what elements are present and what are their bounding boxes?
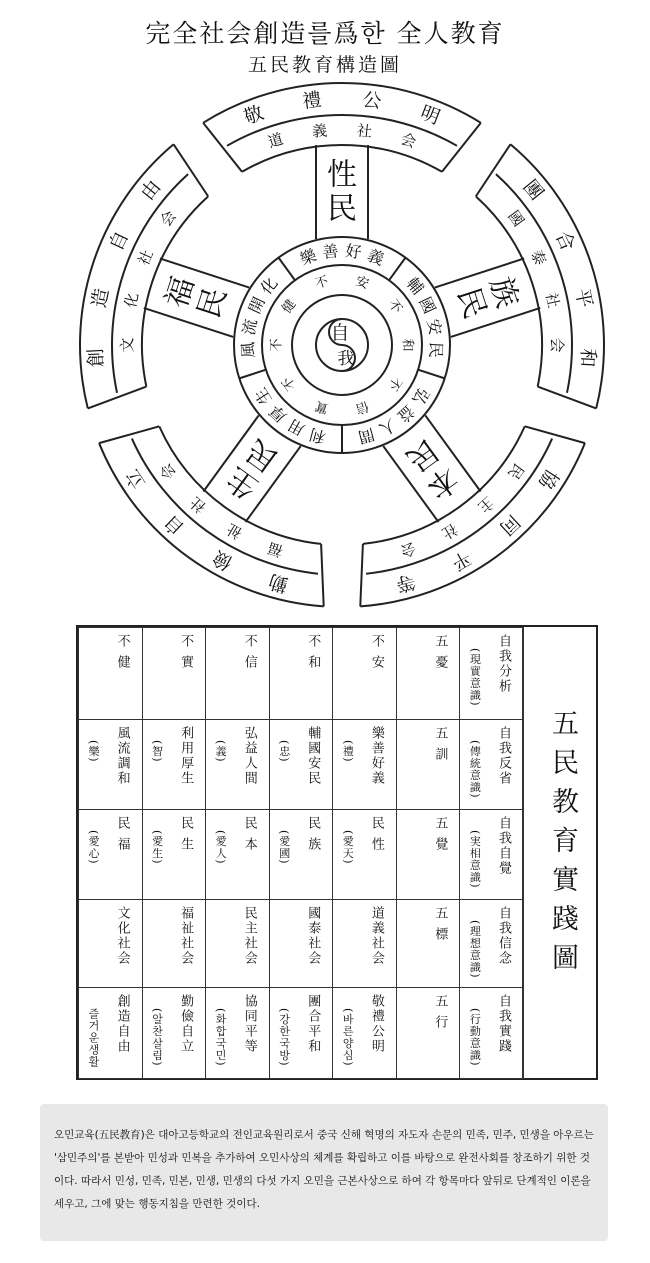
spoke-minsaeng-arc-outer (99, 443, 324, 606)
practice-cell (333, 988, 397, 1079)
practice-cell-text: 協同平等 (241, 994, 257, 1054)
spoke-minseong-arc-end-2 (442, 123, 481, 172)
spoke-minsaeng-society-char: 社 (186, 493, 210, 517)
ring-neg-char: 安 (353, 274, 371, 293)
practice-row (79, 988, 524, 1079)
spoke-minbok-society-char: 文 (118, 337, 136, 353)
practice-cell-text: 不 實 (178, 634, 194, 671)
practice-cell (269, 900, 333, 988)
practice-cell (79, 810, 143, 900)
practice-cell-text: 樂善好義 (368, 726, 384, 786)
practice-cell-note: (愛人) (214, 830, 228, 865)
spoke-minjok-char-2: 族 (482, 272, 525, 313)
practice-cell (333, 628, 397, 720)
spoke-minbok-virtue-char: 造 (87, 286, 114, 310)
spoke-minbon-virtue-char: 等 (393, 569, 418, 596)
spoke-minbok-arc-end-2 (174, 144, 209, 196)
practice-cell-text: 不 和 (305, 634, 321, 671)
practice-cell (396, 988, 460, 1079)
practice-cell (142, 628, 206, 720)
practice-cell (396, 628, 460, 720)
practice-cell (142, 720, 206, 810)
spoke-minbok-char-2: 福 (159, 272, 202, 313)
practice-chart (76, 625, 598, 1080)
practice-cell (269, 628, 333, 720)
ring-neg-char: 不 (313, 274, 331, 293)
spoke-minbok-virtue-char: 創 (84, 347, 108, 368)
sub-title: 五民教育構造圖 (247, 54, 402, 76)
practice-row (79, 900, 524, 988)
spoke-minbok-virtue-char: 由 (136, 175, 166, 205)
spoke-minseong-society-char: 道 (265, 129, 286, 152)
practice-cell-text: 自我實踐 (496, 994, 511, 1054)
practice-chart-title-cell (522, 627, 596, 1078)
spoke-minbon-arc-end-1 (525, 426, 585, 443)
practice-cell-text: 自我信念 (496, 906, 511, 966)
practice-cell-text: 五 標 (432, 906, 448, 943)
practice-cell-text: 民 生 (178, 816, 194, 853)
practice-cell (206, 810, 270, 900)
spoke-minbon-char-2: 本 (419, 459, 465, 506)
spoke-minjok-arc-end-1 (476, 144, 511, 196)
spoke-minseong-society-char: 社 (356, 121, 373, 141)
practice-cell-text: 民 族 (305, 816, 321, 853)
ring-neg-char: 實 (313, 397, 331, 416)
practice-cell (396, 720, 460, 810)
ring-phrase-char: 化 (256, 273, 282, 299)
spoke-minbok-arc-outer (80, 144, 174, 408)
ring-phrase-char: 流 (238, 317, 261, 337)
practice-chart-title: 五民教育實踐圖 (547, 709, 578, 982)
ring-neg-char: 和 (399, 338, 415, 352)
practice-cell-note: (강한국방) (277, 1008, 291, 1067)
ring-divider-0 (389, 258, 405, 281)
practice-cell (79, 900, 143, 988)
spoke-minbon-society-char: 会 (398, 538, 419, 561)
spoke-minbok-society-char: 化 (121, 291, 143, 310)
main-title: 完全社会創造를爲한 全人教育 (145, 19, 505, 48)
spoke-minjok-char-1: 民 (450, 283, 493, 323)
spoke-minbok-society-char: 会 (156, 207, 180, 230)
ring-divider-1 (418, 370, 445, 379)
practice-cell-text: 勤儉自立 (178, 994, 194, 1054)
practice-cell (79, 720, 143, 810)
ring-neg-char: 不 (279, 373, 300, 393)
spoke-minbon-society-char: 民 (504, 460, 528, 483)
ring-phrase-char: 厚 (265, 401, 291, 427)
ring-phrase-char: 義 (364, 245, 387, 269)
spoke-minsaeng-virtue-char: 自 (159, 510, 189, 540)
practice-cell-note: (禮) (341, 740, 355, 763)
spoke-minbon-arc-outer (360, 443, 585, 606)
spoke-minsaeng-char-2: 生 (219, 459, 265, 506)
ring-neg-char: 不 (384, 373, 405, 393)
practice-cell-text: 道義社会 (368, 906, 384, 966)
spoke-minjok-virtue-char: 合 (550, 227, 579, 255)
description-text: 오민교육(五民教育)은 대아고등학교의 전인교육원리로서 중국 신해 혁명의 자도자 손문의 민족, 민주, 민생을 아우르는 '삼민주의'를 본받아 민성과 민복을 추가하여 오민사상의 체계를 확립하고 이를 바탕으로 완전사회를 창조하기 위한 것이다. 따라서 민성, 민족, 민본, 민생, 민생의 다섯 가지 오민을 근본사상으로 하여 각 항목마다 앞뒤로 단계적인 이론을 세우고, 그에 맞는 행동지침을 만련한 것이다. (54, 1129, 594, 1210)
practice-cell-note: (傳統意識) (468, 740, 482, 799)
practice-cell-note: (愛天) (341, 830, 355, 865)
spoke-minjok-virtue-char: 團 (518, 175, 548, 205)
practice-cell (269, 810, 333, 900)
practice-cell-note: (바른양심) (341, 1008, 355, 1067)
ring-divider-4 (279, 258, 295, 281)
practice-cell (206, 900, 270, 988)
practice-cell (142, 900, 206, 988)
practice-cell-text: 國泰社会 (305, 906, 321, 966)
ring-phrase-char: 生 (250, 384, 276, 409)
spoke-minsaeng-society-char: 福 (265, 538, 286, 561)
ring-phrase-char: 風 (238, 341, 259, 359)
practice-cell (460, 810, 524, 900)
ring-phrase-char: 開 (244, 294, 269, 317)
spoke-minbok-char-1: 民 (191, 283, 234, 323)
spoke-minseong-society-char: 義 (311, 121, 328, 141)
spoke-minjok-society-char: 國 (504, 207, 528, 230)
practice-cell-text: 自我自覺 (496, 816, 511, 876)
practice-cell-text: 敬禮公明 (368, 994, 384, 1054)
practice-cell (460, 628, 524, 720)
spoke-minsaeng-society-char: 祉 (223, 519, 246, 543)
spoke-minsaeng-virtue-char: 勤 (266, 569, 291, 596)
ring-phrase-char: 間 (356, 424, 377, 448)
practice-cell-text: 不 安 (368, 634, 384, 671)
spoke-minsaeng-virtue-char: 儉 (209, 545, 237, 575)
spoke-minseong-society-char: 会 (398, 129, 419, 152)
spoke-minbon-virtue-char: 協 (533, 465, 563, 493)
spoke-minsaeng-arc-end-1 (321, 544, 324, 606)
practice-cell-text: 自我分析 (496, 634, 511, 694)
ring-phrase-char: 安 (423, 317, 446, 337)
ring-phrase-char: 善 (321, 241, 340, 263)
spoke-minseong-virtue-char: 敬 (241, 101, 267, 130)
practice-cell-note: (알찬살림) (150, 1008, 164, 1067)
description-box (40, 1104, 608, 1241)
practice-cell-text: 五 憂 (432, 634, 448, 671)
spoke-minbon-virtue-char: 同 (495, 510, 525, 540)
practice-cell-note: (화합국민) (214, 1008, 228, 1067)
practice-cell-text: 團合平和 (305, 994, 321, 1054)
practice-cell (460, 900, 524, 988)
ring-phrase-char: 用 (284, 415, 309, 440)
spoke-minbon-char-1: 民 (399, 432, 445, 479)
practice-cell (460, 720, 524, 810)
practice-cell (142, 810, 206, 900)
center-char-self: 自 (330, 322, 350, 344)
practice-row (79, 720, 524, 810)
spoke-minsaeng-virtue-char: 立 (121, 465, 151, 493)
practice-cell (269, 988, 333, 1079)
practice-cell (396, 900, 460, 988)
practice-cell (79, 628, 143, 720)
practice-cell-text: 民 性 (368, 816, 384, 853)
practice-cell (79, 988, 143, 1079)
practice-cell-text: 不 信 (241, 634, 257, 671)
ring-phrase-char: 利 (307, 424, 328, 448)
practice-cell-text: 五 覺 (432, 816, 448, 853)
ring-phrase-char: 人 (375, 415, 400, 440)
spoke-minjok-society-char: 泰 (527, 247, 550, 269)
spoke-minbon-arc-end-2 (360, 544, 363, 606)
practice-row (79, 810, 524, 900)
practice-cell-text: 民 福 (114, 816, 130, 853)
practice-cell (333, 720, 397, 810)
spoke-minjok-virtue-char: 和 (576, 347, 600, 368)
ring-neg-char: 不 (384, 297, 405, 317)
practice-cell (142, 988, 206, 1079)
practice-cell-text: 五 行 (432, 994, 448, 1031)
ring-phrase-char: 國 (415, 294, 440, 317)
spoke-minbon-society-char: 社 (438, 519, 461, 543)
spoke-minseong-char-2: 性 (327, 157, 357, 193)
practice-cell (460, 988, 524, 1079)
ring-phrase-char: 好 (344, 241, 363, 263)
ring-phrase-char: 益 (393, 401, 419, 427)
spoke-minseong-virtue-char: 禮 (301, 88, 323, 113)
five-people-structure-diagram (0, 80, 650, 615)
spoke-minbok-society-char: 社 (134, 247, 157, 269)
practice-cell-text: 利用厚生 (178, 726, 194, 786)
practice-cell-text: 不 健 (114, 634, 130, 671)
ring-phrase-char: 輔 (402, 273, 428, 299)
spoke-minsaeng-char-1: 民 (239, 432, 285, 479)
practice-cell-note: (実相意識) (468, 830, 482, 889)
practice-cell (206, 720, 270, 810)
practice-cell-note: (行動意識) (468, 1008, 482, 1067)
ring-neg-char: 不 (269, 338, 285, 352)
practice-cell-note: (愛國) (277, 830, 291, 865)
spoke-minsaeng-society-char: 会 (156, 460, 180, 483)
practice-cell (206, 628, 270, 720)
ring-phrase-char: 弘 (408, 384, 434, 409)
practice-cell-note: (智) (150, 740, 164, 763)
spoke-minseong-arc-end-1 (203, 123, 242, 172)
practice-cell (206, 988, 270, 1079)
practice-cell-text: 文化社会 (114, 906, 130, 966)
practice-cell-text: 自我反省 (496, 726, 511, 786)
practice-cell-note: (忠) (277, 740, 291, 763)
practice-cell-note: 즐거운생활 (87, 1008, 100, 1068)
spoke-minseong-virtue-char: 明 (417, 101, 443, 130)
spoke-minjok-society-char: 会 (548, 337, 566, 353)
practice-row (79, 628, 524, 720)
ring-phrase-char: 民 (425, 341, 446, 359)
practice-cell (333, 810, 397, 900)
spoke-minseong-char-1: 民 (327, 191, 357, 227)
practice-cell-text: 弘益人間 (241, 726, 257, 786)
practice-cell-note: (義) (214, 740, 228, 763)
practice-cell-text: 風流調和 (114, 726, 130, 786)
spoke-minsaeng-arc-end-2 (99, 426, 159, 443)
practice-cell-note: (愛心) (87, 830, 100, 865)
practice-cell-text: 創造自由 (114, 994, 130, 1054)
spoke-minjok-society-char: 社 (541, 291, 563, 310)
practice-cell-text: 五 訓 (432, 726, 448, 763)
practice-table (78, 627, 524, 1079)
spoke-minbon-virtue-char: 平 (447, 545, 475, 575)
spoke-minbok-virtue-char: 自 (105, 227, 134, 255)
practice-cell-note: (樂) (87, 740, 100, 763)
practice-cell-note: (理想意識) (468, 920, 482, 979)
practice-cell-text: 民主社会 (241, 906, 257, 966)
spoke-minbon-society-char: 主 (474, 493, 498, 517)
ring-divider-3 (239, 370, 266, 379)
ring-phrase-char: 樂 (297, 245, 320, 269)
ring-neg-char: 健 (279, 297, 300, 317)
practice-cell-text: 民 本 (241, 816, 257, 853)
spoke-minseong-virtue-char: 公 (361, 88, 383, 113)
practice-cell (269, 720, 333, 810)
practice-cell (396, 810, 460, 900)
ring-neg-char: 信 (353, 397, 371, 416)
spoke-minjok-virtue-char: 平 (570, 286, 597, 310)
center-char-me: 我 (337, 349, 355, 369)
practice-cell (333, 900, 397, 988)
practice-cell-text: 福祉社会 (178, 906, 194, 966)
practice-cell-note: (現實意識) (468, 648, 482, 707)
practice-cell-text: 輔國安民 (305, 726, 321, 786)
practice-cell-note: (愛生) (150, 830, 164, 865)
